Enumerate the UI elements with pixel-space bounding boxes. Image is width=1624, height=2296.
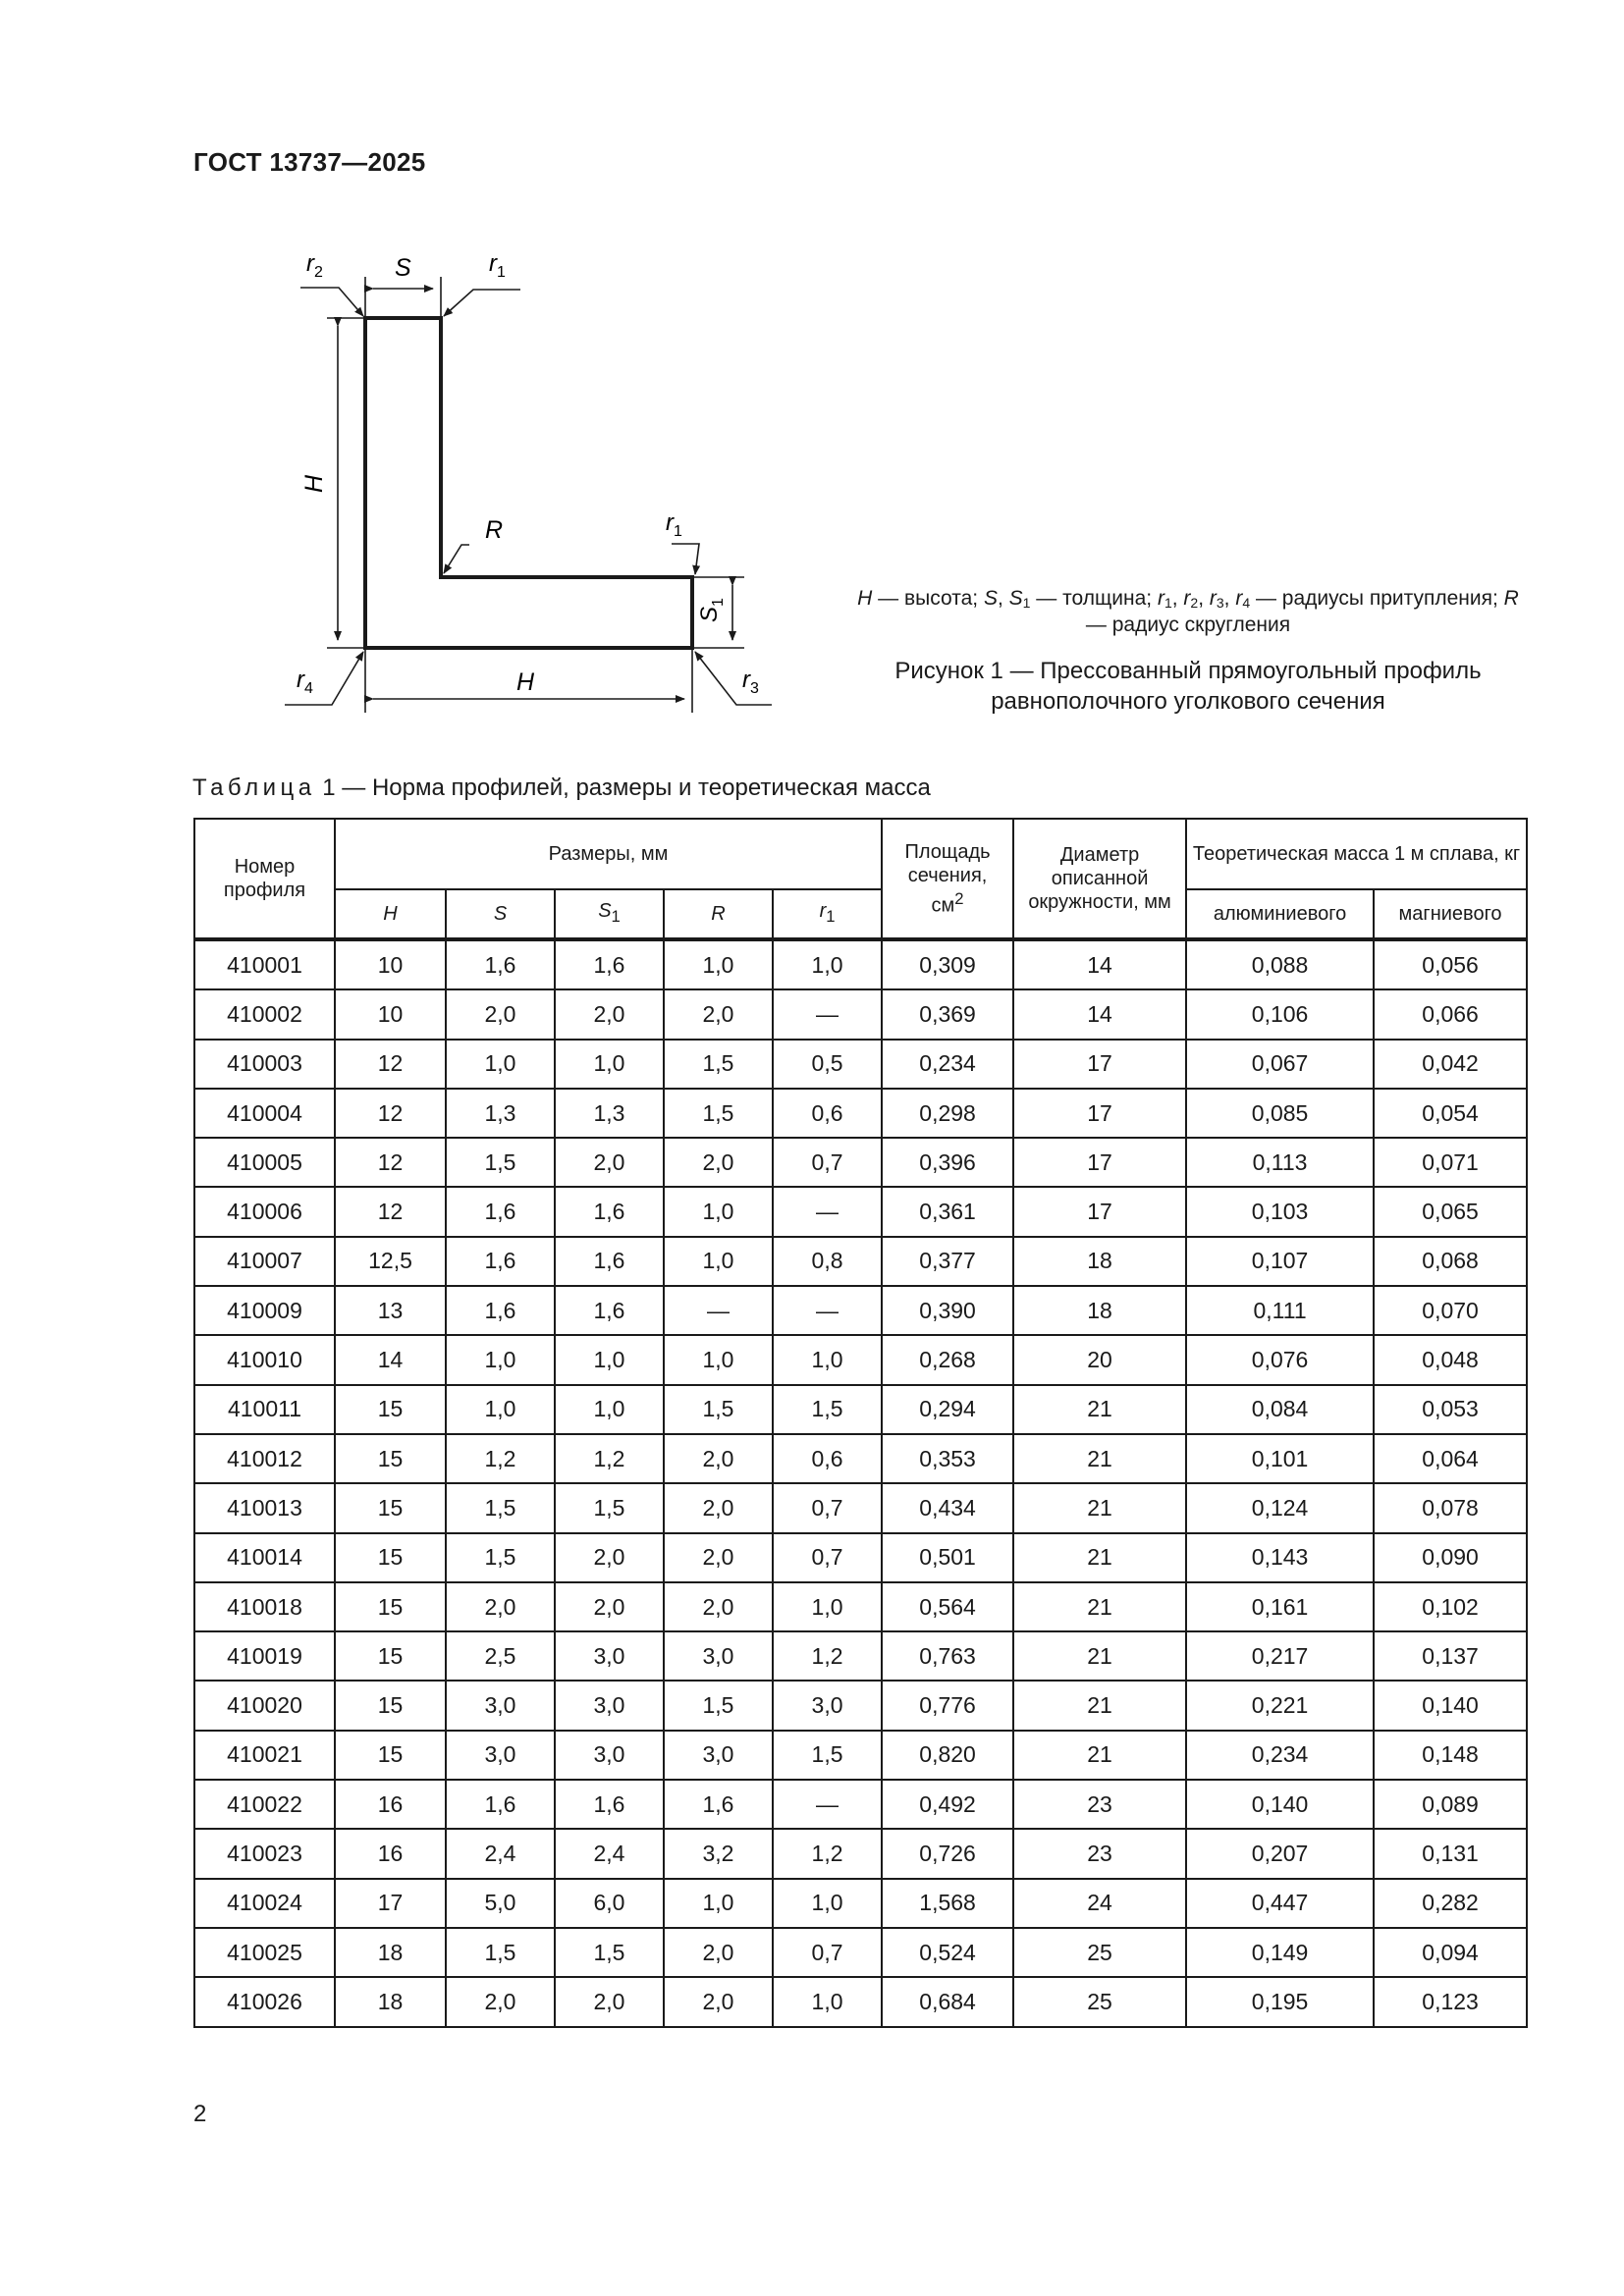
table-cell: 1,6 xyxy=(555,1286,664,1335)
table-cell: 1,3 xyxy=(446,1089,555,1138)
table-cell: 0,066 xyxy=(1374,989,1527,1039)
header-dimensions: Размеры, мм xyxy=(335,819,882,889)
table-cell: 0,056 xyxy=(1374,939,1527,989)
table-row xyxy=(194,1089,1527,1138)
profiles-table xyxy=(193,818,1528,2028)
table-cell: 0,7 xyxy=(773,1483,882,1532)
figure-caption: Рисунок 1 — Прессованный прямоугольный профиль равнополочного уголкового сечения xyxy=(894,658,1482,715)
table-cell: 1,0 xyxy=(664,1335,773,1384)
table-cell: 0,090 xyxy=(1374,1533,1527,1582)
table-cell: 0,064 xyxy=(1374,1434,1527,1483)
label-r3: $r_3$ xyxy=(742,667,759,697)
table-cell: 410007 xyxy=(194,1237,335,1286)
table-cell: 0,564 xyxy=(882,1582,1013,1631)
table-cell: 0,7 xyxy=(773,1138,882,1187)
table-cell: 3,0 xyxy=(555,1631,664,1681)
table-cell: 25 xyxy=(1013,1977,1186,2026)
table-cell: 3,0 xyxy=(773,1681,882,1730)
table-row xyxy=(194,1582,1527,1631)
table-cell: 410003 xyxy=(194,1040,335,1089)
table-cell: 0,221 xyxy=(1186,1681,1374,1730)
table-cell: 5,0 xyxy=(446,1879,555,1928)
table-cell: 0,076 xyxy=(1186,1335,1374,1384)
table-cell: 18 xyxy=(1013,1286,1186,1335)
table-cell: 15 xyxy=(335,1631,446,1681)
table-cell: 0,094 xyxy=(1374,1928,1527,1977)
table-cell: 1,5 xyxy=(773,1731,882,1780)
table-cell: 1,2 xyxy=(773,1829,882,1878)
table-cell: 1,6 xyxy=(555,1237,664,1286)
table-cell: 0,6 xyxy=(773,1089,882,1138)
table-row xyxy=(194,1286,1527,1335)
table-cell: 2,0 xyxy=(446,1977,555,2026)
table-cell: 1,6 xyxy=(555,939,664,989)
table-cell: 1,6 xyxy=(446,1187,555,1236)
table-cell: 2,0 xyxy=(664,1582,773,1631)
table-row xyxy=(194,1040,1527,1089)
table-cell: 25 xyxy=(1013,1928,1186,1977)
table-cell: 10 xyxy=(335,989,446,1039)
table-cell: — xyxy=(773,1187,882,1236)
table-cell: 0,361 xyxy=(882,1187,1013,1236)
table-cell: 410006 xyxy=(194,1187,335,1236)
table-cell: 0,282 xyxy=(1374,1879,1527,1928)
table-cell: 410011 xyxy=(194,1385,335,1434)
table-cell: 1,0 xyxy=(773,1977,882,2026)
table-cell: — xyxy=(773,1286,882,1335)
table-cell: 1,568 xyxy=(882,1879,1013,1928)
table-cell: 0,137 xyxy=(1374,1631,1527,1681)
table-row xyxy=(194,1138,1527,1187)
table-cell: 23 xyxy=(1013,1829,1186,1878)
table-cell: — xyxy=(664,1286,773,1335)
table-cell: 0,113 xyxy=(1186,1138,1374,1187)
table-row xyxy=(194,1731,1527,1780)
table-cell: 12 xyxy=(335,1040,446,1089)
table-cell: 410019 xyxy=(194,1631,335,1681)
table-row xyxy=(194,1977,1527,2026)
table-cell: 2,4 xyxy=(555,1829,664,1878)
table-cell: 17 xyxy=(1013,1040,1186,1089)
table-cell: 0,377 xyxy=(882,1237,1013,1286)
table-cell: 1,6 xyxy=(555,1780,664,1829)
table-cell: 410025 xyxy=(194,1928,335,1977)
table-cell: 0,102 xyxy=(1374,1582,1527,1631)
table-cell: 1,0 xyxy=(555,1385,664,1434)
table-cell: 1,6 xyxy=(446,1780,555,1829)
table-cell: 0,111 xyxy=(1186,1286,1374,1335)
table-cell: 1,6 xyxy=(664,1780,773,1829)
table-cell: 0,7 xyxy=(773,1533,882,1582)
table-cell: 0,763 xyxy=(882,1631,1013,1681)
table-cell: — xyxy=(773,1780,882,1829)
table-cell: 1,0 xyxy=(773,1879,882,1928)
table-cell: 18 xyxy=(335,1977,446,2026)
table-cell: 2,0 xyxy=(446,1582,555,1631)
page-number: 2 xyxy=(193,2101,207,2127)
table-cell: 0,088 xyxy=(1186,939,1374,989)
label-r2: $r_2$ xyxy=(306,250,323,281)
table-cell: 16 xyxy=(335,1780,446,1829)
table-cell: 1,5 xyxy=(446,1533,555,1582)
table-cell: 0,6 xyxy=(773,1434,882,1483)
table-cell: 0,053 xyxy=(1374,1385,1527,1434)
table-cell: 0,234 xyxy=(882,1040,1013,1089)
table-cell: 410021 xyxy=(194,1731,335,1780)
table-cell: 3,0 xyxy=(555,1731,664,1780)
table-cell: 1,5 xyxy=(555,1483,664,1532)
table-cell: 0,524 xyxy=(882,1928,1013,1977)
table-cell: 1,0 xyxy=(664,1187,773,1236)
header-mass: Теоретическая масса 1 м сплава, кг xyxy=(1186,819,1527,889)
table-cell: 1,0 xyxy=(555,1040,664,1089)
table-row xyxy=(194,1483,1527,1532)
header-r: R xyxy=(664,889,773,939)
table-caption: Таблица 1 — Норма профилей, размеры и теоретическая масса xyxy=(192,774,931,801)
table-cell: 17 xyxy=(1013,1187,1186,1236)
table-cell: 410001 xyxy=(194,939,335,989)
table-cell: 1,6 xyxy=(446,1286,555,1335)
label-r4: $r_4$ xyxy=(297,667,313,697)
table-cell: 2,4 xyxy=(446,1829,555,1878)
table-cell: 1,0 xyxy=(446,1040,555,1089)
table-cell: 18 xyxy=(335,1928,446,1977)
table-cell: 0,501 xyxy=(882,1533,1013,1582)
table-cell: 21 xyxy=(1013,1385,1186,1434)
table-cell: 1,0 xyxy=(664,1879,773,1928)
table-cell: 0,776 xyxy=(882,1681,1013,1730)
table-cell: 0,140 xyxy=(1186,1780,1374,1829)
table-cell: 21 xyxy=(1013,1681,1186,1730)
table-cell: 0,103 xyxy=(1186,1187,1374,1236)
table-cell: 2,0 xyxy=(555,989,664,1039)
table-cell: 2,5 xyxy=(446,1631,555,1681)
table-row xyxy=(194,1434,1527,1483)
table-cell: 1,0 xyxy=(446,1385,555,1434)
label-h-horizontal: H xyxy=(516,668,535,696)
table-cell: 0,195 xyxy=(1186,1977,1374,2026)
table-cell: 0,492 xyxy=(882,1780,1013,1829)
table-cell: 0,070 xyxy=(1374,1286,1527,1335)
table-cell: 1,0 xyxy=(773,1335,882,1384)
table-cell: 0,065 xyxy=(1374,1187,1527,1236)
table-cell: 410026 xyxy=(194,1977,335,2026)
label-h-vertical: H xyxy=(300,474,328,493)
table-cell: 0,131 xyxy=(1374,1829,1527,1878)
table-cell: 1,2 xyxy=(446,1434,555,1483)
table-cell: 0,042 xyxy=(1374,1040,1527,1089)
table-cell: 0,820 xyxy=(882,1731,1013,1780)
table-cell: 14 xyxy=(1013,939,1186,989)
table-cell: 1,0 xyxy=(664,939,773,989)
label-r-inner: R xyxy=(485,516,504,544)
table-cell: 2,0 xyxy=(555,1533,664,1582)
document-code: ГОСТ 13737—2025 xyxy=(193,147,426,177)
table-cell: 410014 xyxy=(194,1533,335,1582)
table-cell: 0,048 xyxy=(1374,1335,1527,1384)
table-cell: 1,2 xyxy=(555,1434,664,1483)
table-row xyxy=(194,1780,1527,1829)
table-cell: 1,0 xyxy=(446,1335,555,1384)
table-cell: 0,234 xyxy=(1186,1731,1374,1780)
table-cell: 0,684 xyxy=(882,1977,1013,2026)
header-r1: $r_1$ xyxy=(773,889,882,939)
header-s: S xyxy=(446,889,555,939)
profile-outline xyxy=(365,318,692,648)
table-cell: 0,068 xyxy=(1374,1237,1527,1286)
table-row xyxy=(194,1631,1527,1681)
table-cell: 0,089 xyxy=(1374,1780,1527,1829)
table-cell: 0,294 xyxy=(882,1385,1013,1434)
table-cell: 6,0 xyxy=(555,1879,664,1928)
table-cell: 1,0 xyxy=(664,1237,773,1286)
table-cell: 3,0 xyxy=(446,1731,555,1780)
table-cell: 12 xyxy=(335,1138,446,1187)
label-r1-mid: $r_1$ xyxy=(666,509,682,540)
table-cell: 0,071 xyxy=(1374,1138,1527,1187)
table-cell: 2,0 xyxy=(555,1977,664,2026)
figure-legend: H — высота; S, $S_1$ — толщина; $r_1$, $r_2$, $r_3$, $r_4$ — радиусы притупления; R — радиус скругления xyxy=(857,587,1519,636)
label-s: S xyxy=(395,254,411,282)
table-cell: 1,6 xyxy=(446,939,555,989)
table-cell: 10 xyxy=(335,939,446,989)
table-row xyxy=(194,1335,1527,1384)
table-cell: 14 xyxy=(335,1335,446,1384)
table-cell: 0,396 xyxy=(882,1138,1013,1187)
table-cell: 410023 xyxy=(194,1829,335,1878)
table-cell: 1,5 xyxy=(446,1928,555,1977)
table-cell: 0,149 xyxy=(1186,1928,1374,1977)
header-area: Площадь сечения, $см^2$ xyxy=(882,819,1013,939)
table-cell: 1,5 xyxy=(555,1928,664,1977)
header-profile-number: Номер профиля xyxy=(194,819,335,939)
table-cell: 410018 xyxy=(194,1582,335,1631)
table-cell: 3,2 xyxy=(664,1829,773,1878)
table-cell: 0,106 xyxy=(1186,989,1374,1039)
table-row xyxy=(194,1681,1527,1730)
table-cell: 3,0 xyxy=(446,1681,555,1730)
table-cell: 0,101 xyxy=(1186,1434,1374,1483)
table-cell: 0,140 xyxy=(1374,1681,1527,1730)
table-cell: 1,2 xyxy=(773,1631,882,1681)
table-cell: 0,5 xyxy=(773,1040,882,1089)
table-cell: 0,369 xyxy=(882,989,1013,1039)
table-cell: 0,207 xyxy=(1186,1829,1374,1878)
table-row xyxy=(194,1237,1527,1286)
table-cell: 13 xyxy=(335,1286,446,1335)
header-h: H xyxy=(335,889,446,939)
table-cell: 0,298 xyxy=(882,1089,1013,1138)
header-aluminum: алюминиевого xyxy=(1186,889,1374,939)
table-cell: 3,0 xyxy=(555,1681,664,1730)
table-cell: — xyxy=(773,989,882,1039)
table-cell: 2,0 xyxy=(555,1582,664,1631)
table-cell: 0,143 xyxy=(1186,1533,1374,1582)
table-cell: 12 xyxy=(335,1089,446,1138)
table-row xyxy=(194,989,1527,1039)
table-cell: 1,5 xyxy=(664,1385,773,1434)
header-s1: $S_1$ xyxy=(555,889,664,939)
table-cell: 15 xyxy=(335,1533,446,1582)
table-cell: 21 xyxy=(1013,1631,1186,1681)
header-magnesium: магниевого xyxy=(1374,889,1527,939)
table-cell: 18 xyxy=(1013,1237,1186,1286)
table-cell: 1,0 xyxy=(773,939,882,989)
table-cell: 1,6 xyxy=(446,1237,555,1286)
table-cell: 410022 xyxy=(194,1780,335,1829)
table-cell: 2,0 xyxy=(664,1138,773,1187)
table-cell: 0,217 xyxy=(1186,1631,1374,1681)
table-cell: 0,085 xyxy=(1186,1089,1374,1138)
table-cell: 1,0 xyxy=(555,1335,664,1384)
table-row xyxy=(194,1385,1527,1434)
table-cell: 2,0 xyxy=(664,989,773,1039)
table-cell: 21 xyxy=(1013,1731,1186,1780)
table-row xyxy=(194,1829,1527,1878)
table-cell: 2,0 xyxy=(664,1483,773,1532)
table-cell: 0,726 xyxy=(882,1829,1013,1878)
table-cell: 15 xyxy=(335,1483,446,1532)
table-cell: 2,0 xyxy=(664,1977,773,2026)
table-cell: 0,353 xyxy=(882,1434,1013,1483)
table-cell: 1,6 xyxy=(555,1187,664,1236)
table-row xyxy=(194,939,1527,989)
table-cell: 2,0 xyxy=(664,1533,773,1582)
table-cell: 1,0 xyxy=(773,1582,882,1631)
table-row xyxy=(194,1533,1527,1582)
table-row xyxy=(194,1187,1527,1236)
table-cell: 17 xyxy=(1013,1138,1186,1187)
table-cell: 1,3 xyxy=(555,1089,664,1138)
table-cell: 0,268 xyxy=(882,1335,1013,1384)
label-r1-top: $r_1$ xyxy=(489,250,506,281)
table-cell: 410009 xyxy=(194,1286,335,1335)
table-cell: 12,5 xyxy=(335,1237,446,1286)
table-cell: 0,7 xyxy=(773,1928,882,1977)
table-cell: 21 xyxy=(1013,1582,1186,1631)
table-cell: 410005 xyxy=(194,1138,335,1187)
table-cell: 410024 xyxy=(194,1879,335,1928)
table-cell: 410020 xyxy=(194,1681,335,1730)
table-cell: 410012 xyxy=(194,1434,335,1483)
table-cell: 0,8 xyxy=(773,1237,882,1286)
table-cell: 2,0 xyxy=(446,989,555,1039)
table-cell: 1,5 xyxy=(773,1385,882,1434)
table-cell: 0,161 xyxy=(1186,1582,1374,1631)
table-cell: 1,5 xyxy=(446,1483,555,1532)
table-cell: 15 xyxy=(335,1681,446,1730)
table-cell: 3,0 xyxy=(664,1731,773,1780)
table-cell: 2,0 xyxy=(664,1434,773,1483)
table-cell: 410002 xyxy=(194,989,335,1039)
table-cell: 2,0 xyxy=(555,1138,664,1187)
table-cell: 1,5 xyxy=(664,1089,773,1138)
table-cell: 0,107 xyxy=(1186,1237,1374,1286)
table-cell: 15 xyxy=(335,1385,446,1434)
table-row xyxy=(194,1879,1527,1928)
table-cell: 410013 xyxy=(194,1483,335,1532)
table-cell: 15 xyxy=(335,1731,446,1780)
table-cell: 0,054 xyxy=(1374,1089,1527,1138)
table-cell: 15 xyxy=(335,1434,446,1483)
table-cell: 0,067 xyxy=(1186,1040,1374,1089)
table-cell: 1,5 xyxy=(664,1681,773,1730)
table-cell: 17 xyxy=(1013,1089,1186,1138)
table-cell: 2,0 xyxy=(664,1928,773,1977)
table-cell: 0,124 xyxy=(1186,1483,1374,1532)
table-cell: 21 xyxy=(1013,1483,1186,1532)
table-cell: 20 xyxy=(1013,1335,1186,1384)
header-diameter: Диаметр описанной окружности, мм xyxy=(1013,819,1186,939)
table-cell: 16 xyxy=(335,1829,446,1878)
table-cell: 0,123 xyxy=(1374,1977,1527,2026)
table-cell: 0,309 xyxy=(882,939,1013,989)
table-cell: 17 xyxy=(335,1879,446,1928)
table-cell: 23 xyxy=(1013,1780,1186,1829)
table-cell: 12 xyxy=(335,1187,446,1236)
table-cell: 24 xyxy=(1013,1879,1186,1928)
table-cell: 410004 xyxy=(194,1089,335,1138)
table-row xyxy=(194,1928,1527,1977)
table-cell: 21 xyxy=(1013,1533,1186,1582)
table-cell: 14 xyxy=(1013,989,1186,1039)
table-cell: 3,0 xyxy=(664,1631,773,1681)
table-cell: 0,148 xyxy=(1374,1731,1527,1780)
table-cell: 410010 xyxy=(194,1335,335,1384)
table-cell: 21 xyxy=(1013,1434,1186,1483)
table-cell: 0,434 xyxy=(882,1483,1013,1532)
table-cell: 1,5 xyxy=(446,1138,555,1187)
table-cell: 0,078 xyxy=(1374,1483,1527,1532)
table-cell: 0,447 xyxy=(1186,1879,1374,1928)
table-cell: 15 xyxy=(335,1582,446,1631)
label-s1: $S_1$ xyxy=(696,598,727,622)
table-cell: 1,5 xyxy=(664,1040,773,1089)
table-cell: 0,084 xyxy=(1186,1385,1374,1434)
table-cell: 0,390 xyxy=(882,1286,1013,1335)
